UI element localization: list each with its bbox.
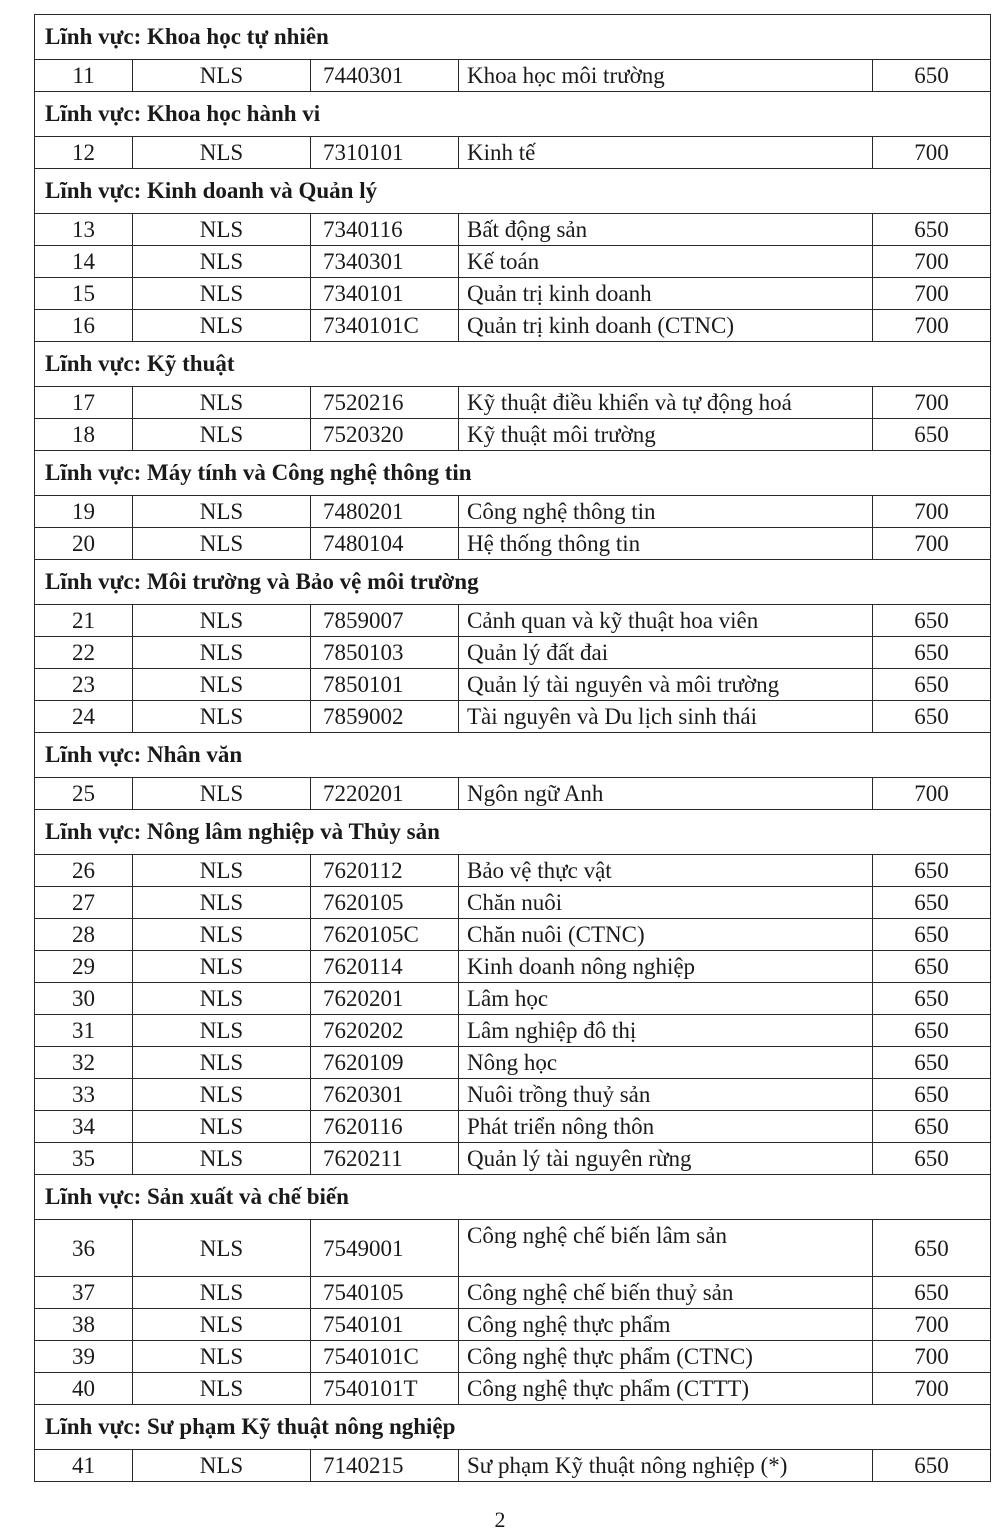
row-score-cell: 650	[873, 214, 991, 246]
row-name-cell: Quản trị kinh doanh	[459, 278, 873, 310]
row-stt-cell: 12	[35, 137, 133, 169]
row-code-cell: 7620112	[311, 855, 459, 887]
row-name-cell: Quản lý đất đai	[459, 637, 873, 669]
row-code-cell: 7540101C	[311, 1341, 459, 1373]
row-code-cell: 7340301	[311, 246, 459, 278]
row-score-cell: 700	[873, 496, 991, 528]
row-name-cell: Nông học	[459, 1047, 873, 1079]
row-score-cell: 650	[873, 983, 991, 1015]
row-code-cell: 7859002	[311, 701, 459, 733]
row-score-cell: 650	[873, 855, 991, 887]
row-code-cell: 7140215	[311, 1450, 459, 1482]
table-row	[35, 669, 991, 701]
row-method-cell: NLS	[133, 951, 311, 983]
group-row	[35, 15, 991, 60]
table-row	[35, 1309, 991, 1341]
row-score-cell: 650	[873, 1220, 991, 1277]
table-row	[35, 496, 991, 528]
group-row	[35, 169, 991, 214]
row-code-cell: 7440301	[311, 60, 459, 92]
row-score-cell: 700	[873, 246, 991, 278]
row-score-cell: 700	[873, 528, 991, 560]
row-stt-cell: 30	[35, 983, 133, 1015]
row-stt-cell: 26	[35, 855, 133, 887]
row-name-cell: Ngôn ngữ Anh	[459, 778, 873, 810]
row-name-cell: Chăn nuôi	[459, 887, 873, 919]
row-score-cell: 700	[873, 387, 991, 419]
row-score-cell: 700	[873, 1341, 991, 1373]
row-name-cell: Quản lý tài nguyên và môi trường	[459, 669, 873, 701]
table-row	[35, 278, 991, 310]
group-row	[35, 810, 991, 855]
row-name-cell: Kỹ thuật điều khiển và tự động hoá	[459, 387, 873, 419]
row-method-cell: NLS	[133, 246, 311, 278]
table-row	[35, 778, 991, 810]
row-stt-cell: 34	[35, 1111, 133, 1143]
row-name-cell: Cảnh quan và kỹ thuật hoa viên	[459, 605, 873, 637]
row-method-cell: NLS	[133, 214, 311, 246]
table-row	[35, 1015, 991, 1047]
row-score-cell: 700	[873, 778, 991, 810]
row-code-cell: 7850103	[311, 637, 459, 669]
row-stt-cell: 37	[35, 1277, 133, 1309]
row-score-cell: 650	[873, 669, 991, 701]
group-title: Lĩnh vực: Máy tính và Công nghệ thông tin	[35, 451, 991, 496]
row-method-cell: NLS	[133, 1277, 311, 1309]
row-name-cell: Công nghệ thực phẩm (CTTT)	[459, 1373, 873, 1405]
row-name-cell: Lâm học	[459, 983, 873, 1015]
row-score-cell: 700	[873, 137, 991, 169]
table-row	[35, 528, 991, 560]
table-row	[35, 137, 991, 169]
group-title: Lĩnh vực: Sản xuất và chế biến	[35, 1175, 991, 1220]
row-score-cell: 650	[873, 1277, 991, 1309]
row-stt-cell: 31	[35, 1015, 133, 1047]
row-score-cell: 650	[873, 1450, 991, 1482]
group-row	[35, 733, 991, 778]
row-name-cell: Phát triển nông thôn	[459, 1111, 873, 1143]
row-code-cell: 7480104	[311, 528, 459, 560]
row-score-cell: 650	[873, 1143, 991, 1175]
row-stt-cell: 25	[35, 778, 133, 810]
row-method-cell: NLS	[133, 419, 311, 451]
table-row	[35, 1143, 991, 1175]
row-method-cell: NLS	[133, 778, 311, 810]
group-row	[35, 451, 991, 496]
row-code-cell: 7540101T	[311, 1373, 459, 1405]
row-code-cell: 7340116	[311, 214, 459, 246]
row-stt-cell: 40	[35, 1373, 133, 1405]
row-method-cell: NLS	[133, 983, 311, 1015]
row-code-cell: 7549001	[311, 1220, 459, 1277]
row-method-cell: NLS	[133, 60, 311, 92]
row-score-cell: 700	[873, 310, 991, 342]
row-code-cell: 7540101	[311, 1309, 459, 1341]
row-code-cell: 7310101	[311, 137, 459, 169]
row-code-cell: 7220201	[311, 778, 459, 810]
row-stt-cell: 28	[35, 919, 133, 951]
row-name-cell: Bảo vệ thực vật	[459, 855, 873, 887]
row-stt-cell: 13	[35, 214, 133, 246]
row-method-cell: NLS	[133, 1450, 311, 1482]
row-score-cell: 650	[873, 1047, 991, 1079]
row-stt-cell: 27	[35, 887, 133, 919]
table-row	[35, 701, 991, 733]
row-code-cell: 7520320	[311, 419, 459, 451]
row-stt-cell: 22	[35, 637, 133, 669]
row-name-cell: Kinh tế	[459, 137, 873, 169]
table-row	[35, 419, 991, 451]
table-row	[35, 1079, 991, 1111]
group-row	[35, 92, 991, 137]
row-name-cell: Quản trị kinh doanh (CTNC)	[459, 310, 873, 342]
row-stt-cell: 18	[35, 419, 133, 451]
row-stt-cell: 17	[35, 387, 133, 419]
row-name-cell: Sư phạm Kỹ thuật nông nghiệp (*)	[459, 1450, 873, 1482]
row-method-cell: NLS	[133, 605, 311, 637]
row-code-cell: 7620105	[311, 887, 459, 919]
row-stt-cell: 20	[35, 528, 133, 560]
row-code-cell: 7620202	[311, 1015, 459, 1047]
row-stt-cell: 41	[35, 1450, 133, 1482]
group-title: Lĩnh vực: Khoa học hành vi	[35, 92, 991, 137]
row-method-cell: NLS	[133, 137, 311, 169]
row-name-cell: Công nghệ chế biến lâm sản	[459, 1220, 873, 1277]
row-code-cell: 7620109	[311, 1047, 459, 1079]
row-name-cell: Kỹ thuật môi trường	[459, 419, 873, 451]
row-method-cell: NLS	[133, 919, 311, 951]
table-row	[35, 1111, 991, 1143]
row-method-cell: NLS	[133, 1143, 311, 1175]
row-stt-cell: 35	[35, 1143, 133, 1175]
row-method-cell: NLS	[133, 1079, 311, 1111]
row-code-cell: 7480201	[311, 496, 459, 528]
row-method-cell: NLS	[133, 887, 311, 919]
row-score-cell: 650	[873, 1079, 991, 1111]
table-row	[35, 1450, 991, 1482]
table-row	[35, 60, 991, 92]
group-title: Lĩnh vực: Sư phạm Kỹ thuật nông nghiệp	[35, 1405, 991, 1450]
row-method-cell: NLS	[133, 528, 311, 560]
row-score-cell: 650	[873, 637, 991, 669]
group-row	[35, 1405, 991, 1450]
row-stt-cell: 38	[35, 1309, 133, 1341]
row-method-cell: NLS	[133, 278, 311, 310]
row-score-cell: 650	[873, 605, 991, 637]
row-method-cell: NLS	[133, 701, 311, 733]
row-method-cell: NLS	[133, 637, 311, 669]
table-row	[35, 637, 991, 669]
table-row	[35, 887, 991, 919]
row-code-cell: 7620211	[311, 1143, 459, 1175]
row-score-cell: 650	[873, 1015, 991, 1047]
row-stt-cell: 14	[35, 246, 133, 278]
table-row	[35, 919, 991, 951]
group-title: Lĩnh vực: Môi trường và Bảo vệ môi trường	[35, 560, 991, 605]
table-row	[35, 951, 991, 983]
row-code-cell: 7620114	[311, 951, 459, 983]
row-method-cell: NLS	[133, 669, 311, 701]
group-title: Lĩnh vực: Kinh doanh và Quản lý	[35, 169, 991, 214]
row-stt-cell: 33	[35, 1079, 133, 1111]
row-score-cell: 700	[873, 1309, 991, 1341]
group-title: Lĩnh vực: Nông lâm nghiệp và Thủy sản	[35, 810, 991, 855]
row-score-cell: 700	[873, 278, 991, 310]
table-row	[35, 214, 991, 246]
group-title: Lĩnh vực: Kỹ thuật	[35, 342, 991, 387]
row-score-cell: 650	[873, 887, 991, 919]
row-name-cell: Chăn nuôi (CTNC)	[459, 919, 873, 951]
table-row	[35, 1341, 991, 1373]
table-row	[35, 1047, 991, 1079]
group-row	[35, 342, 991, 387]
row-name-cell: Hệ thống thông tin	[459, 528, 873, 560]
table-row	[35, 1373, 991, 1405]
row-stt-cell: 39	[35, 1341, 133, 1373]
row-method-cell: NLS	[133, 1373, 311, 1405]
table-row	[35, 983, 991, 1015]
row-score-cell: 650	[873, 951, 991, 983]
row-name-cell: Kinh doanh nông nghiệp	[459, 951, 873, 983]
group-row	[35, 1175, 991, 1220]
row-code-cell: 7520216	[311, 387, 459, 419]
table-body	[35, 15, 991, 1482]
row-code-cell: 7859007	[311, 605, 459, 637]
row-method-cell: NLS	[133, 387, 311, 419]
table-row	[35, 855, 991, 887]
row-stt-cell: 36	[35, 1220, 133, 1277]
row-name-cell: Công nghệ thông tin	[459, 496, 873, 528]
row-score-cell: 650	[873, 919, 991, 951]
row-stt-cell: 15	[35, 278, 133, 310]
row-name-cell: Bất động sản	[459, 214, 873, 246]
row-stt-cell: 29	[35, 951, 133, 983]
row-method-cell: NLS	[133, 496, 311, 528]
row-score-cell: 650	[873, 701, 991, 733]
table-row	[35, 1277, 991, 1309]
table-row	[35, 246, 991, 278]
table-row	[35, 1220, 991, 1277]
group-title: Lĩnh vực: Nhân văn	[35, 733, 991, 778]
row-code-cell: 7340101	[311, 278, 459, 310]
row-method-cell: NLS	[133, 1220, 311, 1277]
row-name-cell: Công nghệ thực phẩm	[459, 1309, 873, 1341]
row-stt-cell: 16	[35, 310, 133, 342]
row-score-cell: 650	[873, 1111, 991, 1143]
row-name-cell: Tài nguyên và Du lịch sinh thái	[459, 701, 873, 733]
row-method-cell: NLS	[133, 1015, 311, 1047]
table-row	[35, 387, 991, 419]
admission-score-table	[34, 14, 991, 1482]
row-code-cell: 7540105	[311, 1277, 459, 1309]
row-method-cell: NLS	[133, 1309, 311, 1341]
row-stt-cell: 11	[35, 60, 133, 92]
row-name-cell: Khoa học môi trường	[459, 60, 873, 92]
row-method-cell: NLS	[133, 1111, 311, 1143]
table-row	[35, 310, 991, 342]
row-name-cell: Nuôi trồng thuỷ sản	[459, 1079, 873, 1111]
row-name-cell: Quản lý tài nguyên rừng	[459, 1143, 873, 1175]
row-method-cell: NLS	[133, 1341, 311, 1373]
page-number: 2	[494, 1507, 506, 1532]
group-row	[35, 560, 991, 605]
row-stt-cell: 24	[35, 701, 133, 733]
row-code-cell: 7620201	[311, 983, 459, 1015]
row-score-cell: 700	[873, 1373, 991, 1405]
row-name-cell: Công nghệ chế biến thuỷ sản	[459, 1277, 873, 1309]
row-stt-cell: 32	[35, 1047, 133, 1079]
row-code-cell: 7620116	[311, 1111, 459, 1143]
row-stt-cell: 23	[35, 669, 133, 701]
row-stt-cell: 19	[35, 496, 133, 528]
table-row	[35, 605, 991, 637]
row-name-cell: Kế toán	[459, 246, 873, 278]
row-method-cell: NLS	[133, 1047, 311, 1079]
row-score-cell: 650	[873, 60, 991, 92]
row-stt-cell: 21	[35, 605, 133, 637]
row-name-cell: Lâm nghiệp đô thị	[459, 1015, 873, 1047]
row-code-cell: 7340101C	[311, 310, 459, 342]
row-method-cell: NLS	[133, 855, 311, 887]
row-code-cell: 7850101	[311, 669, 459, 701]
row-code-cell: 7620301	[311, 1079, 459, 1111]
row-score-cell: 650	[873, 419, 991, 451]
row-code-cell: 7620105C	[311, 919, 459, 951]
row-method-cell: NLS	[133, 310, 311, 342]
group-title: Lĩnh vực: Khoa học tự nhiên	[35, 15, 991, 60]
row-name-cell: Công nghệ thực phẩm (CTNC)	[459, 1341, 873, 1373]
